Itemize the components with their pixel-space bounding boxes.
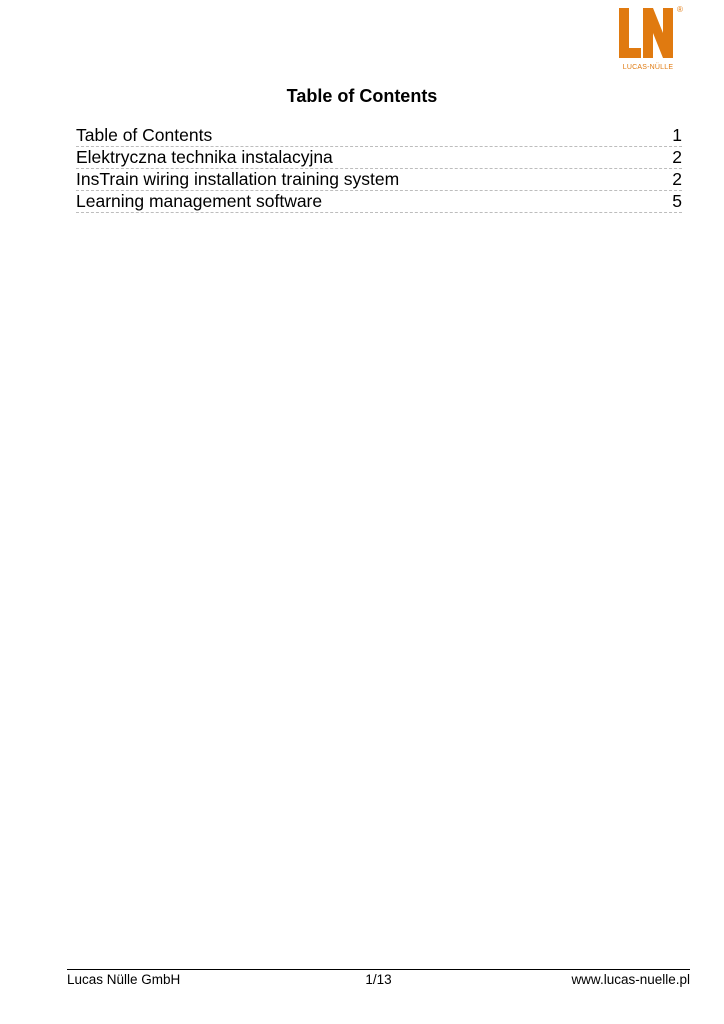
toc-entry-label[interactable]: Table of Contents	[76, 125, 213, 145]
toc-entry-page[interactable]: 2	[672, 147, 682, 167]
table-of-contents	[76, 125, 682, 213]
brand-name: LUCAS-NÜLLE	[622, 64, 674, 71]
toc-entry[interactable]	[76, 147, 682, 169]
toc-entry-page[interactable]: 5	[672, 191, 682, 211]
footer-website-link[interactable]: www.lucas-nuelle.pl	[571, 972, 690, 987]
brand-logo	[617, 6, 685, 74]
page-title: Table of Contents	[286, 86, 438, 106]
toc-entry[interactable]	[76, 125, 682, 147]
toc-entry-label[interactable]: Elektryczna technika instalacyjna	[76, 147, 333, 167]
toc-entry[interactable]	[76, 169, 682, 191]
registered-mark: ®	[677, 5, 683, 14]
toc-entry[interactable]	[76, 191, 682, 213]
ln-logo-mark	[617, 6, 679, 64]
footer-divider	[67, 969, 690, 970]
toc-entry-label[interactable]: Learning management software	[76, 191, 323, 211]
footer-page-number: 1/13	[365, 972, 392, 987]
page-footer	[67, 972, 690, 990]
toc-entry-label[interactable]: InsTrain wiring installation training system	[76, 169, 400, 189]
footer-company: Lucas Nülle GmbH	[67, 972, 181, 987]
toc-entry-page[interactable]: 2	[672, 169, 682, 189]
toc-entry-page[interactable]: 1	[672, 125, 682, 145]
